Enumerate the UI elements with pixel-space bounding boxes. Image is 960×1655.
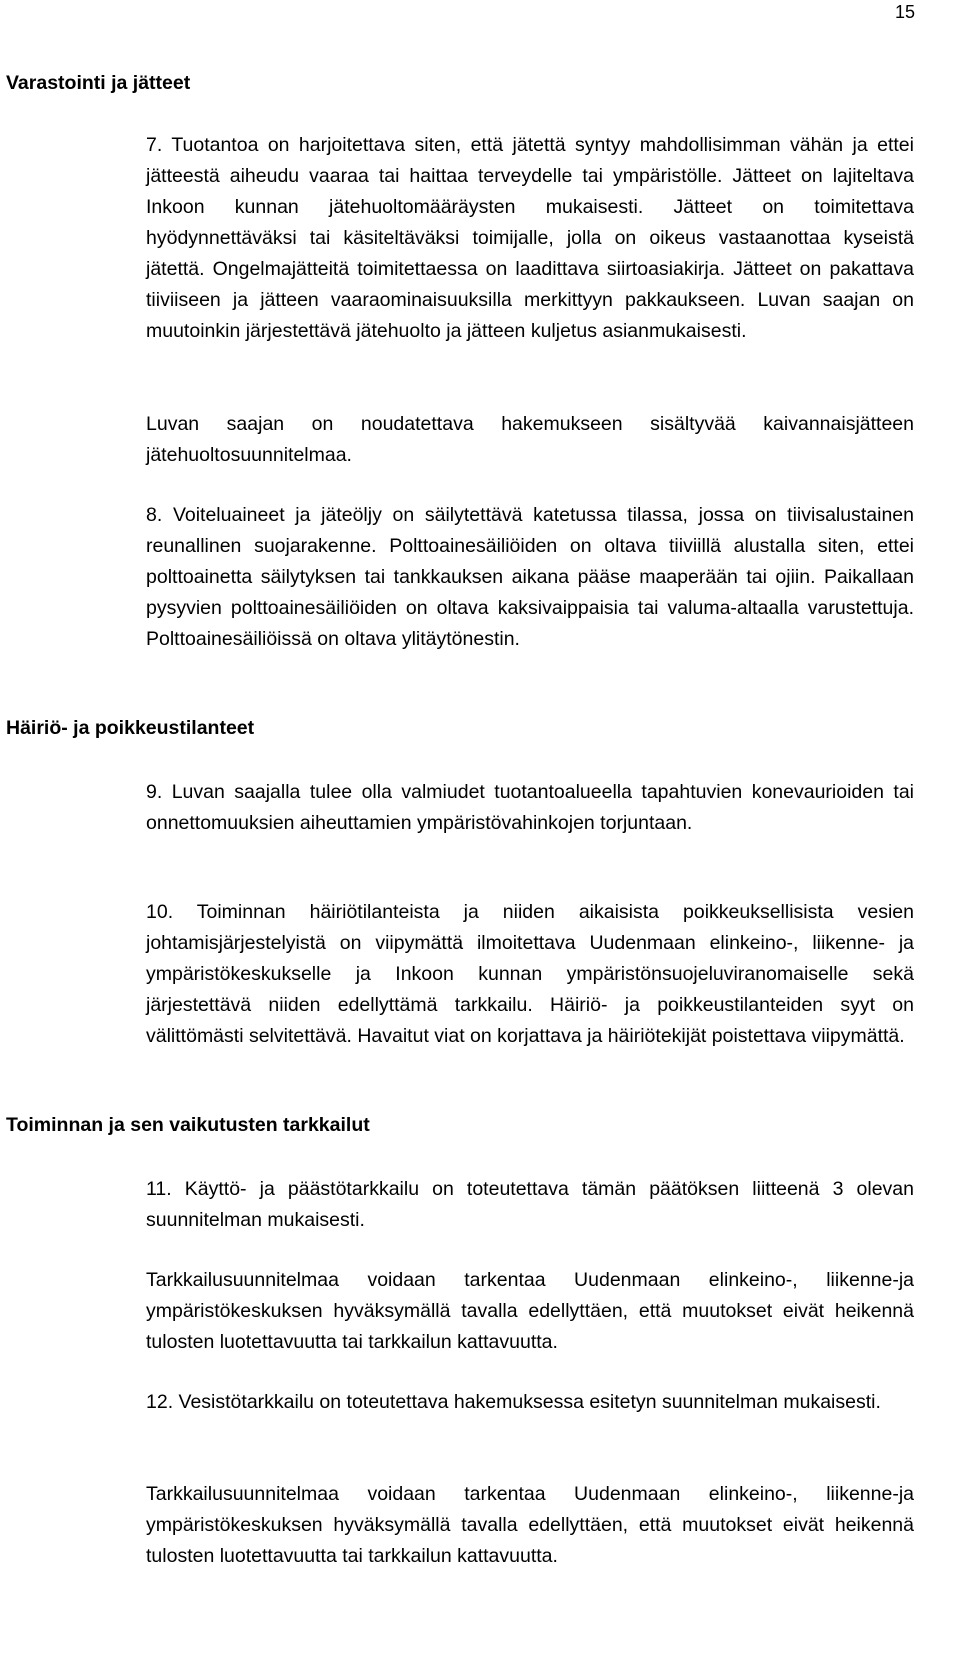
page-number: 15 [894,2,915,22]
paragraph-11: 11. Käyttö- ja päästötarkkailu on toteutettava tämän päätöksen liitteenä 3 olevan suunnitelman mukaisesti. [146,1178,914,1231]
section-heading-disturbances: Häiriö- ja poikkeustilanteet [6,717,255,739]
paragraph-9: 9. Luvan saajalla tulee olla valmiudet tuotantoalueella tapahtuvien konevaurioiden tai onnettomuuksien aiheuttamien ympäristövahinkojen torjuntaan. [146,781,914,834]
paragraph-waste-plan: Luvan saajan on noudatettava hakemukseen sisältyvää kaivannaisjätteen jätehuoltosuunnitelmaa. [146,413,914,466]
paragraph-monitoring-plan-1: Tarkkailusuunnitelmaa voidaan tarkentaa Uudenmaan elinkeino-, liikenne-ja ympäristökeskuksen hyväksymällä tavalla edellyttäen, että muutokset eivät heikennä tulosten luotettavuutta tai tarkkailun kattavuutta. [146,1269,914,1353]
paragraph-8: 8. Voiteluaineet ja jäteöljy on säilytettävä katetussa tilassa, jossa on tiivisalustainen reunallinen suojarakenne. Polttoainesäiliöiden on oltava tiiviillä alustalla siten, ettei polttoainetta säilytyksen tai tankkauksen aikana pääse maaperään tai ojiin. Paikallaan pysyvien polttoainesäiliöiden on oltava kaksivaippaisia tai valuma-altaalla varustettuja. Polttoainesäiliöissä on oltava ylitäytönestin. [146,504,914,650]
paragraph-10: 10. Toiminnan häiriötilanteista ja niiden aikaisista poikkeuksellisista vesien johtamisjärjestelyistä on viipymättä ilmoitettava Uudenmaan elinkeino-, liikenne- ja ympäristökeskukselle ja Inkoon kunnan ympäristönsuojeluviranomaiselle sekä järjestettävä niiden edellyttämä tarkkailu. Häiriö- ja poikkeustilanteiden syyt on välittömästi selvitettävä. Havaitut viat on korjattava ja häiriötekijät poistettava viipymättä. [146,901,914,1047]
section-heading-storage-waste: Varastointi ja jätteet [6,72,191,94]
paragraph-12: 12. Vesistötarkkailu on toteutettava hakemuksessa esitetyn suunnitelman mukaisesti. [146,1391,881,1413]
paragraph-7: 7. Tuotantoa on harjoitettava siten, että jätettä syntyy mahdollisimman vähän ja ettei jätteestä aiheudu vaaraa tai haittaa terveydelle tai ympäristölle. Jätteet on lajiteltava Inkoon kunnan jätehuoltomääräysten mukaisesti. Jätteet on toimitettava hyödynnettäväksi tai käsiteltäväksi toimijalle, jolla on oikeus vastaanottaa kyseistä jätettä. Ongelmajätteitä toimitettaessa on laadittava siirtoasiakirja. Jätteet on pakattava tiiviiseen ja jätteen vaaraominaisuuksilla merkittyyn pakkaukseen. Luvan saajan on muutoinkin järjestettävä jätehuolto ja jätteen kuljetus asianmukaisesti. [146,134,914,342]
paragraph-monitoring-plan-2: Tarkkailusuunnitelmaa voidaan tarkentaa Uudenmaan elinkeino-, liikenne-ja ympäristökeskuksen hyväksymällä tavalla edellyttäen, että muutokset eivät heikennä tulosten luotettavuutta tai tarkkailun kattavuutta. [146,1483,914,1567]
section-heading-monitoring: Toiminnan ja sen vaikutusten tarkkailut [6,1114,370,1136]
